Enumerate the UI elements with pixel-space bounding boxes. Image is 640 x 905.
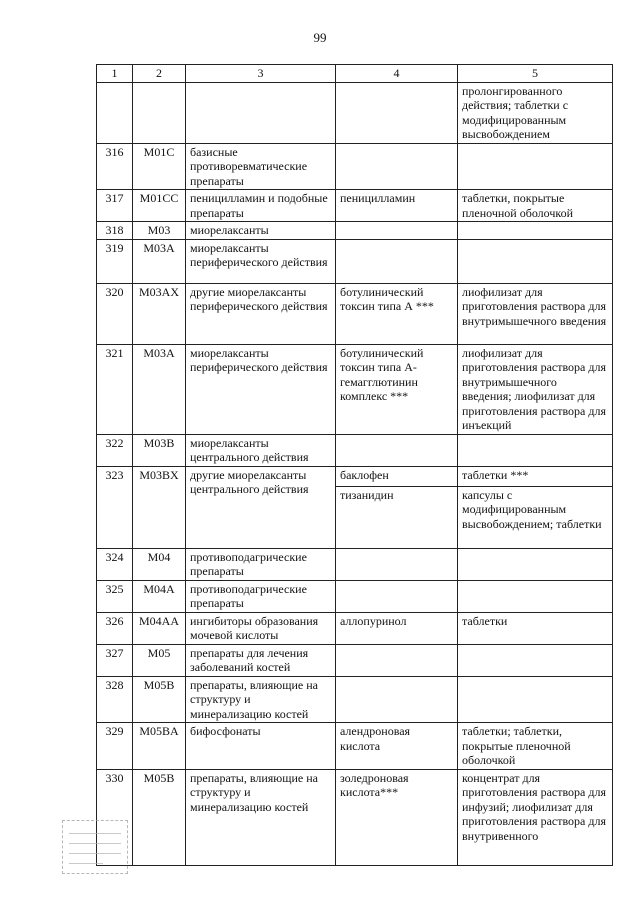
substance-entry: баклофен: [340, 467, 389, 482]
atc-code-cell: M03A: [133, 344, 186, 434]
dosage-form-cell: лиофилизат для приготовления раствора для внутримышечного введения: [458, 283, 613, 344]
table-row: [97, 644, 613, 676]
atc-code-cell: M05B: [133, 769, 186, 865]
group-name-cell: [186, 82, 336, 143]
column-header: 5: [458, 65, 613, 83]
atc-code-cell: M03BX: [133, 466, 186, 548]
row-number-cell: 323: [97, 466, 133, 548]
column-header: 4: [336, 65, 458, 83]
atc-code-cell: M05: [133, 644, 186, 676]
row-number-cell: 322: [97, 434, 133, 466]
substance-entry: тизанидин: [336, 486, 457, 504]
group-name-cell: противоподагрические препараты: [186, 580, 336, 612]
group-name-cell: миорелаксанты периферического действия: [186, 344, 336, 434]
atc-code-cell: M04A: [133, 580, 186, 612]
dosage-form-cell: пролонгированного действия; таблетки с модифицированным высвобождением: [458, 82, 613, 143]
row-number-cell: 324: [97, 548, 133, 580]
group-name-cell: пеницилламин и подобные препараты: [186, 190, 336, 222]
row-number-cell: 328: [97, 676, 133, 723]
group-name-cell: базисные противоревматические препараты: [186, 143, 336, 190]
substance-cell: [336, 466, 458, 548]
substance-cell: алендроновая кислота: [336, 723, 458, 770]
substance-cell: [336, 82, 458, 143]
substance-cell: [336, 580, 458, 612]
substance-cell: пеницилламин: [336, 190, 458, 222]
table-row: [97, 222, 613, 240]
atc-code-cell: M04: [133, 548, 186, 580]
table-row: [97, 548, 613, 580]
dosage-form-cell: таблетки; таблетки, покрытые пленочной оболочкой: [458, 723, 613, 770]
dosage-form-cell: [458, 143, 613, 190]
column-header: 1: [97, 65, 133, 83]
table-row: [97, 676, 613, 723]
group-name-cell: бифосфонаты: [186, 723, 336, 770]
column-header: 3: [186, 65, 336, 83]
page-number: 99: [313, 30, 327, 45]
dosage-form-cell: [458, 434, 613, 466]
atc-code-cell: M03: [133, 222, 186, 240]
atc-code-cell: [133, 82, 186, 143]
dosage-form-cell: [458, 644, 613, 676]
dosage-form-cell: [458, 548, 613, 580]
dosage-form-cell: таблетки, покрытые пленочной оболочкой: [458, 190, 613, 222]
table-row: [97, 723, 613, 770]
table-row: [97, 769, 613, 865]
atc-code-cell: M03A: [133, 239, 186, 283]
substance-cell: [336, 143, 458, 190]
medicines-table: [96, 64, 613, 866]
row-number-cell: 317: [97, 190, 133, 222]
group-name-cell: препараты, влияющие на структуру и минерализацию костей: [186, 769, 336, 865]
substance-cell: [336, 239, 458, 283]
atc-code-cell: M01CC: [133, 190, 186, 222]
dosage-form-cell: [458, 580, 613, 612]
faded-stamp-mark: [62, 820, 128, 874]
table-row: [97, 466, 613, 548]
dosage-form-cell: [458, 222, 613, 240]
group-name-cell: препараты для лечения заболеваний костей: [186, 644, 336, 676]
row-number-cell: 325: [97, 580, 133, 612]
row-number-cell: [97, 82, 133, 143]
substance-cell: [336, 548, 458, 580]
group-name-cell: миорелаксанты центрального действия: [186, 434, 336, 466]
dosage-form-entry: таблетки ***: [462, 467, 529, 482]
table-row: [97, 612, 613, 644]
row-number-cell: 320: [97, 283, 133, 344]
atc-code-cell: M03AX: [133, 283, 186, 344]
table-row: [97, 283, 613, 344]
group-name-cell: противоподагрические препараты: [186, 548, 336, 580]
substance-cell: [336, 644, 458, 676]
dosage-form-cell: лиофилизат для приготовления раствора для внутримышечного введения; лиофилизат для приготовления раствора для инъекций: [458, 344, 613, 434]
substance-cell: [336, 676, 458, 723]
substance-cell: [336, 434, 458, 466]
substance-cell: ботулинический токсин типа А-гемагглютинин комплекс ***: [336, 344, 458, 434]
row-number-cell: 321: [97, 344, 133, 434]
table-row: [97, 82, 613, 143]
row-number-cell: 330: [97, 769, 133, 865]
dosage-form-cell: [458, 239, 613, 283]
header-row: [97, 65, 613, 83]
table-row: [97, 434, 613, 466]
substance-cell: золедроновая кислота***: [336, 769, 458, 865]
group-name-cell: миорелаксанты периферического действия: [186, 239, 336, 283]
atc-code-cell: M05B: [133, 676, 186, 723]
dosage-form-entry: капсулы с модифицированным высвобождением; таблетки: [458, 486, 612, 533]
dosage-form-cell: таблетки: [458, 612, 613, 644]
row-number-cell: 326: [97, 612, 133, 644]
table-row: [97, 190, 613, 222]
row-number-cell: 318: [97, 222, 133, 240]
substance-cell: ботулинический токсин типа А ***: [336, 283, 458, 344]
dosage-form-cell: [458, 676, 613, 723]
column-header: 2: [133, 65, 186, 83]
atc-code-cell: M01C: [133, 143, 186, 190]
dosage-form-cell: [458, 466, 613, 548]
row-number-cell: 316: [97, 143, 133, 190]
atc-code-cell: M05BA: [133, 723, 186, 770]
substance-cell: [336, 222, 458, 240]
atc-code-cell: M03B: [133, 434, 186, 466]
row-number-cell: 319: [97, 239, 133, 283]
atc-code-cell: M04AA: [133, 612, 186, 644]
group-name-cell: другие миорелаксанты периферического действия: [186, 283, 336, 344]
substance-cell: аллопуринол: [336, 612, 458, 644]
group-name-cell: другие миорелаксанты центрального действия: [186, 466, 336, 548]
row-number-cell: 327: [97, 644, 133, 676]
table-row: [97, 344, 613, 434]
dosage-form-cell: концентрат для приготовления раствора для инфузий; лиофилизат для приготовления раствора для внутривенного: [458, 769, 613, 865]
group-name-cell: миорелаксанты: [186, 222, 336, 240]
table-row: [97, 580, 613, 612]
group-name-cell: ингибиторы образования мочевой кислоты: [186, 612, 336, 644]
group-name-cell: препараты, влияющие на структуру и минерализацию костей: [186, 676, 336, 723]
table-row: [97, 143, 613, 190]
row-number-cell: 329: [97, 723, 133, 770]
table-row: [97, 239, 613, 283]
